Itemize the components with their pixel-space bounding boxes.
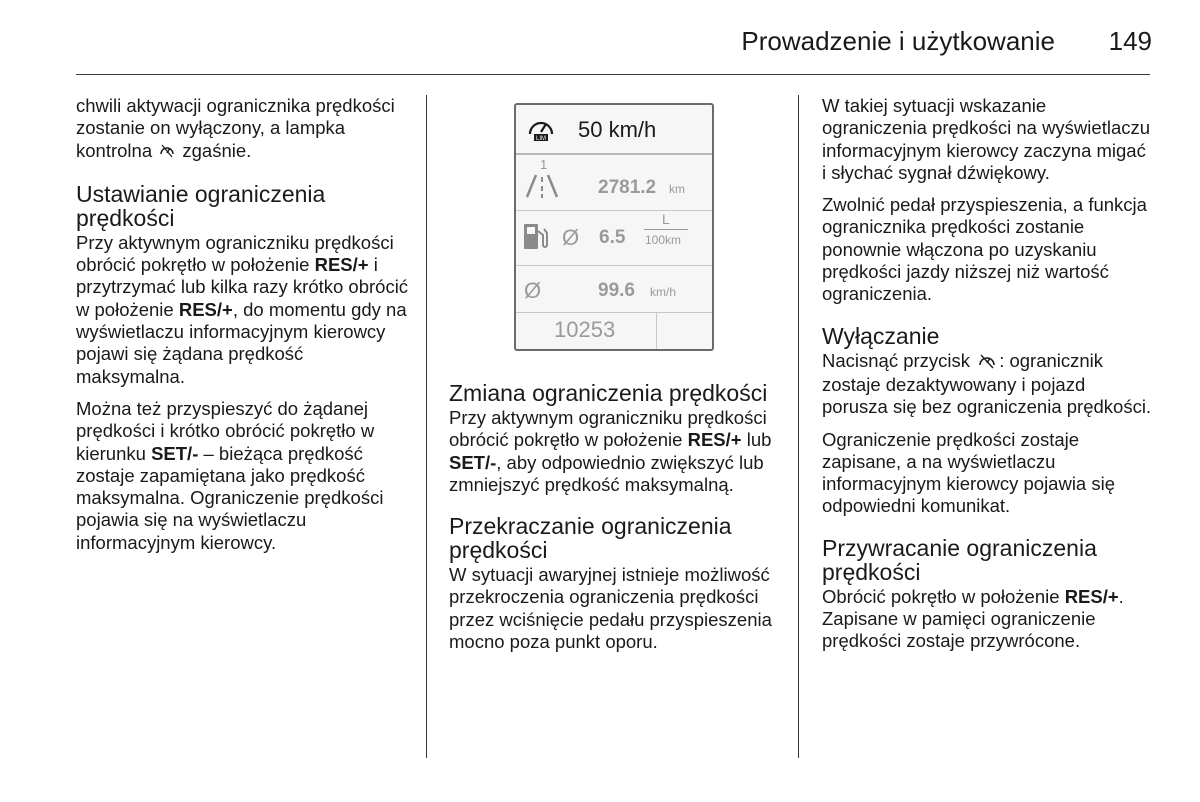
paragraph (76, 232, 412, 388)
control-name: SET/- (151, 442, 199, 464)
control-name: RES/+ (1064, 585, 1119, 607)
text: – bieżąca prędkość zostaje zapamiętana jako prędkość maksymalna. Ograniczenie prędkości pojawia się na wyświetlaczu informacyjnym kierowcy. (76, 442, 384, 553)
odometer-value: 10253 (554, 317, 616, 342)
heading-speed-limit-change: Zmiana ograniczenia prędkości (449, 380, 768, 406)
text: zgaśnie. (182, 139, 252, 161)
control-name: RES/+ (178, 298, 233, 320)
paragraph: W takiej sytuacji wskazanie ograniczenia prędkości na wyświetlaczu informacyjnym kierowcy zaczyna migać i słychać sygnał dźwiękowy. (822, 95, 1151, 183)
trip-distance-value: 2781.2 (598, 177, 657, 198)
text: Przy aktywnym ograniczniku prędkości obrócić pokrętło w położenie (76, 231, 394, 276)
speed-limiter-lim-icon (526, 116, 556, 147)
trip-distance-unit: km (669, 182, 685, 196)
text: Przy aktywnym ograniczniku prędkości obrócić pokrętło w położenie (449, 407, 767, 451)
paragraph (449, 407, 789, 496)
speed-limiter-indicator-icon (159, 142, 175, 164)
control-name: SET/- (449, 451, 497, 473)
section-title: Prowadzenie i użytkowanie (741, 26, 1055, 56)
header-rule (76, 74, 1150, 75)
display-trip-row (516, 155, 712, 211)
paragraph (822, 350, 1154, 419)
paragraph: W sytuacji awaryjnej istnieje możliwość przekroczenia ograniczenia prędkości przez wciśnięcie pedału przyspieszenia mocno poza punkt oporu. (449, 564, 772, 653)
display-odometer-row (516, 313, 712, 349)
column-divider (426, 95, 427, 758)
svg-text:LIM: LIM (535, 136, 547, 142)
heading-speed-limit-setting: Ustawianie ograniczenia prędkości (76, 180, 326, 231)
display-consumption-row (516, 211, 712, 266)
text: i przytrzymać lub kilka razy krótko obrócić w położenie (76, 254, 409, 320)
column-middle (449, 381, 789, 663)
column-right (822, 95, 1154, 663)
display-limit-row (516, 105, 712, 155)
average-speed-value: 99.6 (598, 280, 635, 301)
speed-limiter-off-button-icon (977, 352, 997, 374)
average-symbol: Ø (562, 225, 580, 250)
driver-information-display (514, 103, 714, 351)
control-name: RES/+ (687, 429, 742, 451)
paragraph: Ograniczenie prędkości zostaje zapisane, a na wyświetlaczu informacyjnym kierowcy pojawia się odpowiedni komunikat. (822, 428, 1116, 517)
text: Można też przyspieszyć do żądanej prędkości i krótko obrócić pokrętło w kierunku (76, 397, 375, 464)
fuel-pump-icon (522, 221, 548, 256)
control-name: RES/+ (314, 254, 369, 276)
consumption-unit-bottom: 100km (645, 233, 682, 247)
text: chwili aktywacji ogranicznika prędkości zostanie on wyłączony, a lampka kontrolna (76, 95, 395, 161)
text: Nacisnąć przycisk (822, 349, 971, 371)
consumption-unit-top: L (662, 211, 670, 227)
unit-fraction-line (644, 229, 688, 230)
heading-restore: Przywracanie ograniczenia prędkości (822, 534, 1097, 585)
average-speed-unit: km/h (650, 285, 677, 299)
text: , aby odpowiednio zwiększyć lub zmniejszyć prędkość maksymalną. (449, 451, 764, 495)
page-header (0, 0, 1200, 76)
trip-marker: 1 (540, 157, 548, 172)
text: lub (746, 429, 772, 451)
text: Obrócić pokrętło w położenie (822, 585, 1060, 607)
paragraph: Zwolnić pedał przyspieszenia, a funkcja ogranicznika prędkości zostanie ponownie włączona po uzyskaniu prędkości jazdy niższej niż wartość ograniczenia. (822, 194, 1147, 305)
display-average-speed-row (516, 266, 712, 313)
road-distance-icon (524, 173, 560, 204)
text: . Zapisane w pamięci ograniczenie prędkości zostaje przywrócone. (822, 585, 1124, 652)
odometer-divider (656, 313, 657, 349)
column-divider (798, 95, 799, 758)
text: : ogranicznik zostaje dezaktywowany i pojazd porusza się bez ograniczenia prędkości. (822, 349, 1152, 418)
heading-speed-limit-exceed: Przekraczanie ograniczenia prędkości (449, 513, 732, 564)
page-number: 149 (1108, 26, 1152, 56)
paragraph (76, 95, 412, 164)
heading-switch-off: Wyłączanie (822, 322, 940, 349)
paragraph (822, 586, 1154, 653)
column-left (76, 95, 412, 564)
limit-speed-value: 50 km/h (578, 117, 657, 142)
paragraph (76, 398, 412, 554)
consumption-value: 6.5 (599, 227, 626, 248)
average-symbol: Ø (524, 278, 542, 303)
text: , do momentu gdy na wyświetlaczu informacyjnym kierowcy pojawi się żądana prędkość maksymalna. (76, 298, 407, 387)
